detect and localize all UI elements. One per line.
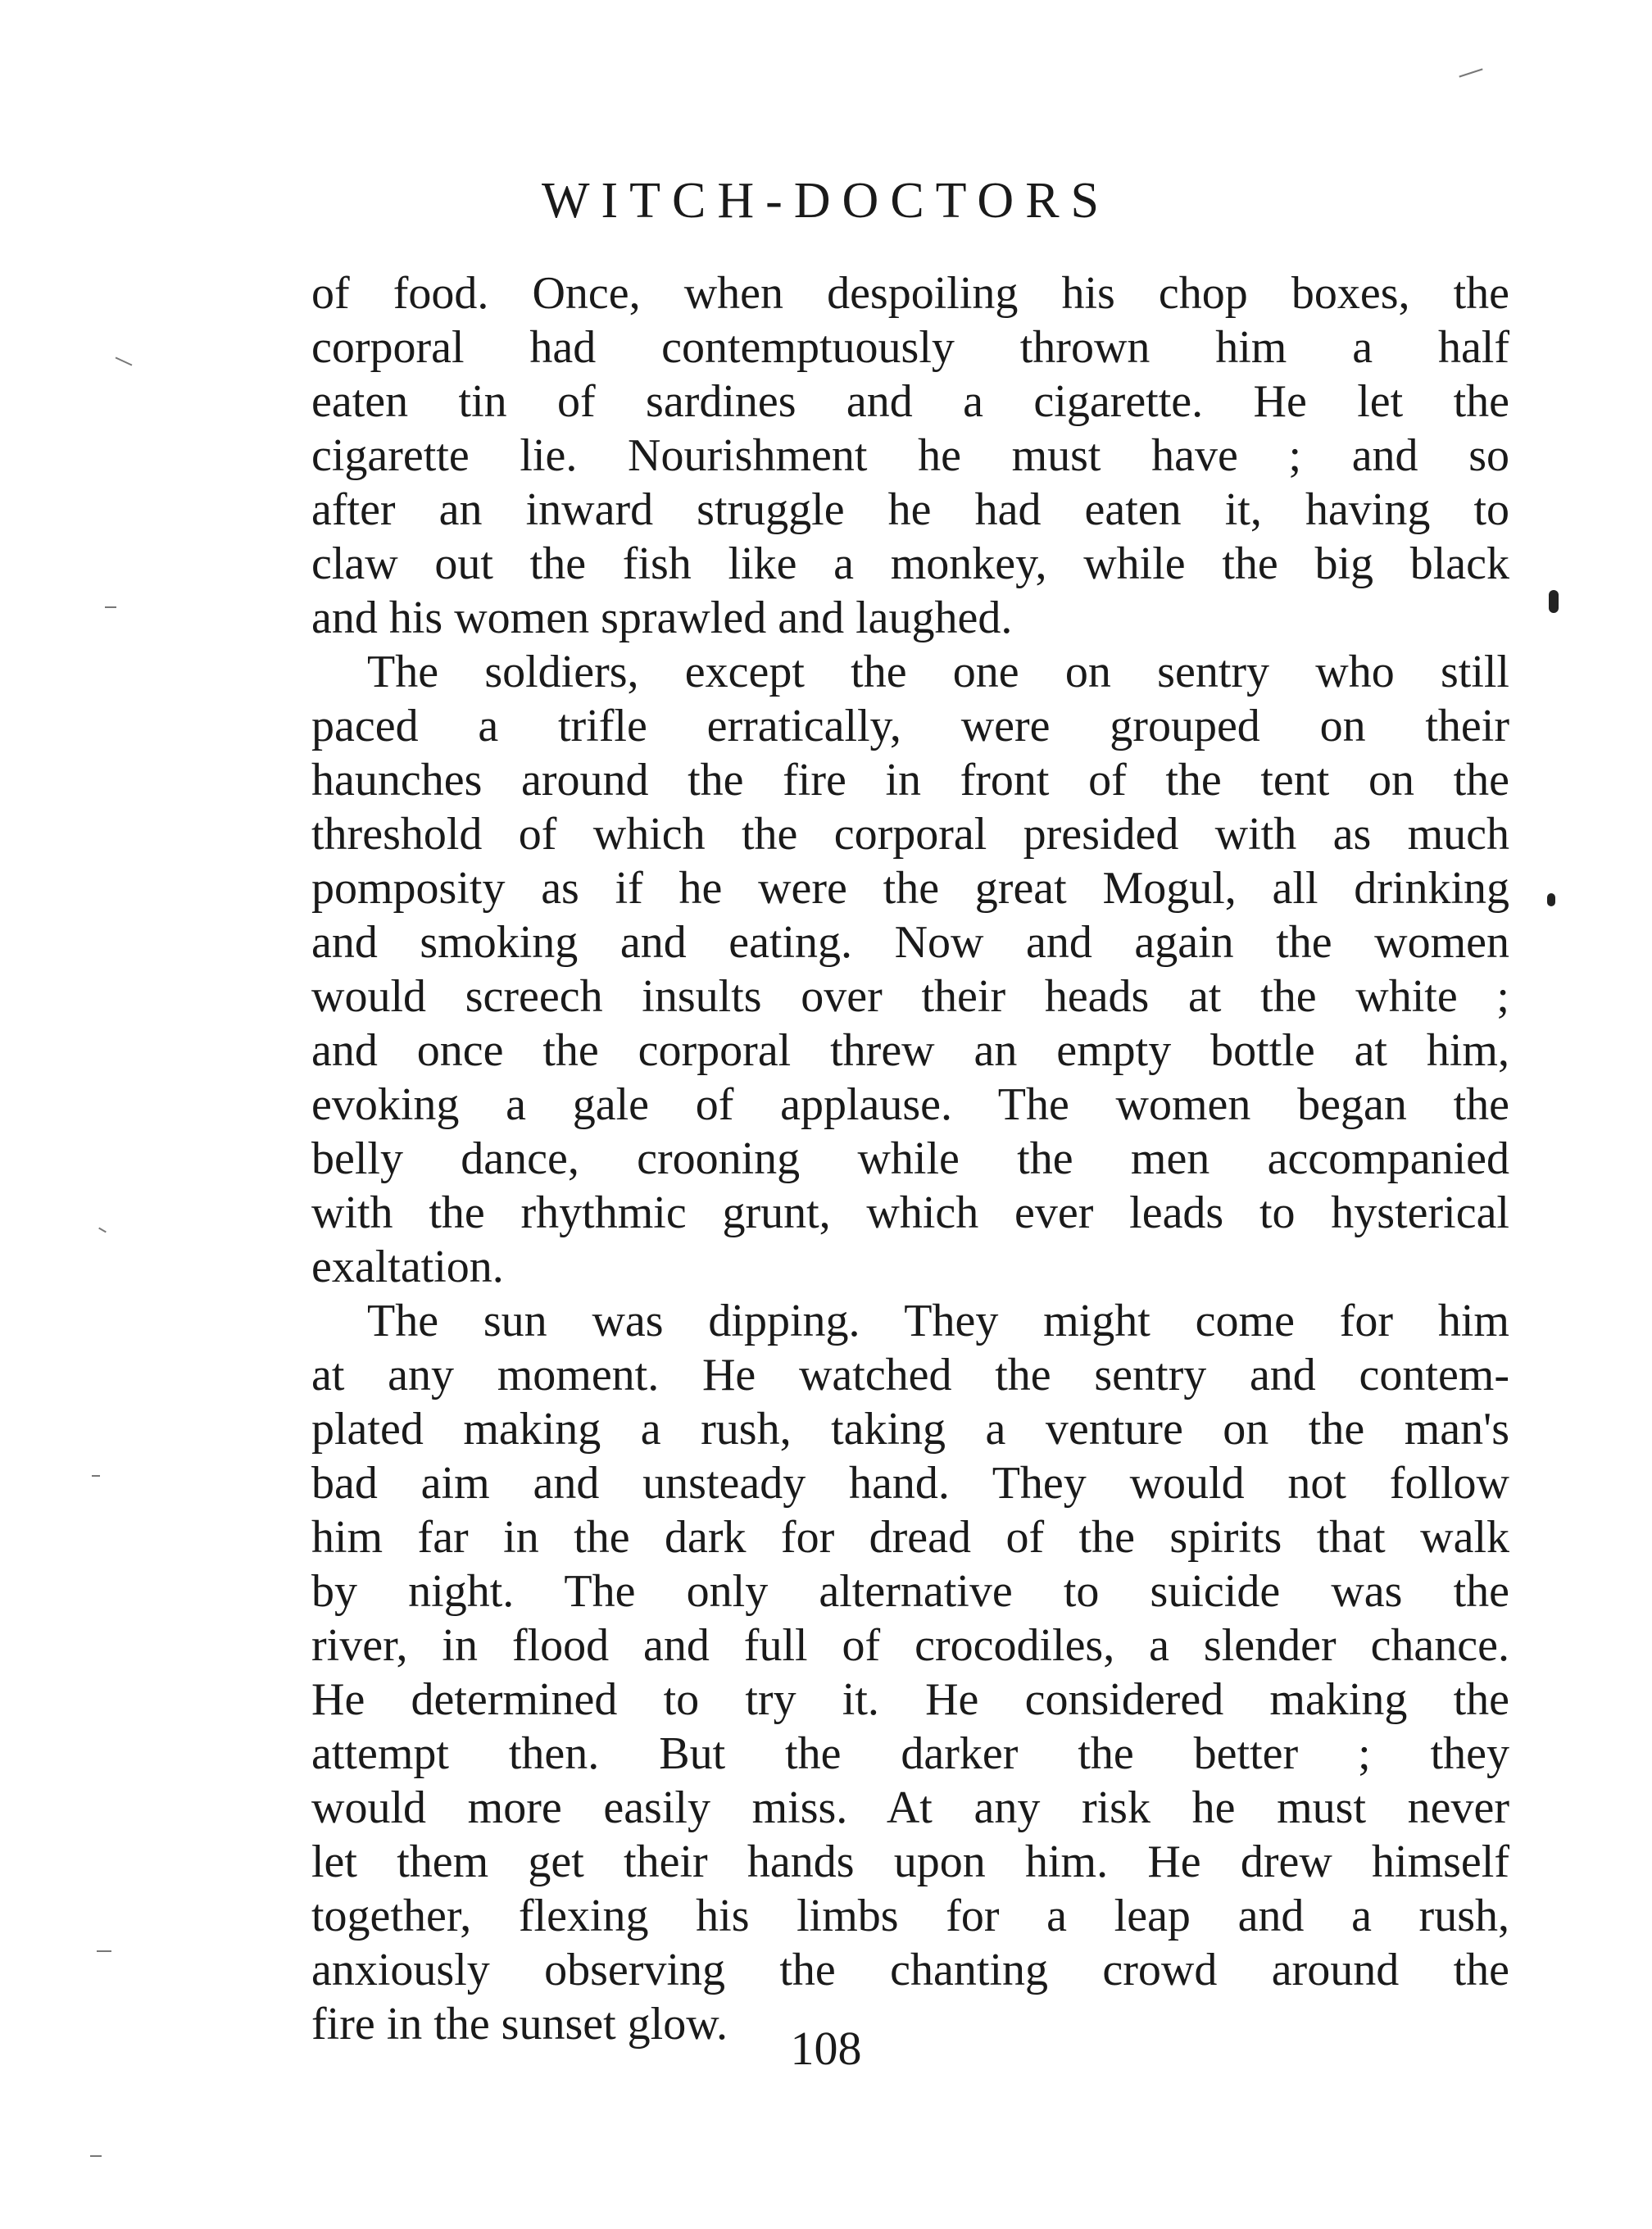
text-line: He determined to try it. He considered making the xyxy=(311,1674,1509,1725)
text-line: with the rhythmic grunt, which ever leads to hysterical xyxy=(311,1187,1509,1238)
text-line: anxiously observing the chanting crowd around the xyxy=(311,1945,1509,1995)
body-text xyxy=(311,266,1509,2051)
text-line: exaltation. xyxy=(311,1242,504,1292)
running-head: WITCH-DOCTORS xyxy=(541,173,1111,229)
text-line: paced a trifle erratically, were grouped on their xyxy=(311,701,1509,751)
text-line: haunches around the fire in front of the tent on the xyxy=(311,755,1509,806)
text-line: plated making a rush, taking a venture on the man's xyxy=(311,1404,1509,1455)
text-line: at any moment. He watched the sentry and contem- xyxy=(311,1350,1509,1401)
margin-tick xyxy=(97,1950,111,1952)
margin-tick xyxy=(105,606,116,608)
text-line: let them get their hands upon him. He drew himself xyxy=(311,1836,1509,1887)
ink-speck xyxy=(1547,893,1555,906)
margin-tick xyxy=(92,1475,100,1477)
page-number: 108 xyxy=(790,2022,862,2075)
text-line: bad aim and unsteady hand. They would not follow xyxy=(311,1458,1509,1509)
text-line: cigarette lie. Nourishment he must have ; and so xyxy=(311,430,1509,481)
text-line: corporal had contemptuously thrown him a half xyxy=(311,322,1509,373)
text-line: belly dance, crooning while the men accompanied xyxy=(311,1133,1509,1184)
text-line: and smoking and eating. Now and again the women xyxy=(311,917,1509,968)
text-line: The sun was dipping. They might come for him xyxy=(367,1296,1509,1346)
text-line: him far in the dark for dread of the spirits that walk xyxy=(311,1512,1509,1563)
text-line: claw out the fish like a monkey, while the big black xyxy=(311,538,1509,589)
text-line: The soldiers, except the one on sentry who still xyxy=(367,647,1509,697)
text-line: fire in the sunset glow. xyxy=(311,1999,728,2050)
margin-tick xyxy=(90,2155,102,2157)
margin-tick xyxy=(98,1228,107,1233)
ink-speck xyxy=(1549,590,1559,613)
text-line: attempt then. But the darker the better ; they xyxy=(311,1728,1509,1779)
text-line: together, flexing his limbs for a leap and a rush, xyxy=(311,1891,1509,1941)
text-line: after an inward struggle he had eaten it, having to xyxy=(311,484,1509,535)
text-line: would screech insults over their heads at the white ; xyxy=(311,971,1509,1022)
text-line: by night. The only alternative to suicide was the xyxy=(311,1566,1509,1617)
text-line: eaten tin of sardines and a cigarette. He let the xyxy=(311,376,1509,427)
text-line: and his women sprawled and laughed. xyxy=(311,592,1013,643)
text-line: would more easily miss. At any risk he must never xyxy=(311,1782,1509,1833)
text-line: of food. Once, when despoiling his chop boxes, the xyxy=(311,268,1509,319)
text-line: evoking a gale of applause. The women began the xyxy=(311,1079,1509,1130)
text-line: and once the corporal threw an empty bottle at him, xyxy=(311,1025,1509,1076)
margin-tick xyxy=(116,356,133,365)
text-line: threshold of which the corporal presided with as much xyxy=(311,809,1509,860)
text-line: river, in flood and full of crocodiles, a slender chance. xyxy=(311,1620,1509,1671)
margin-tick xyxy=(1459,68,1482,77)
text-line: pomposity as if he were the great Mogul, all drinking xyxy=(311,863,1509,914)
